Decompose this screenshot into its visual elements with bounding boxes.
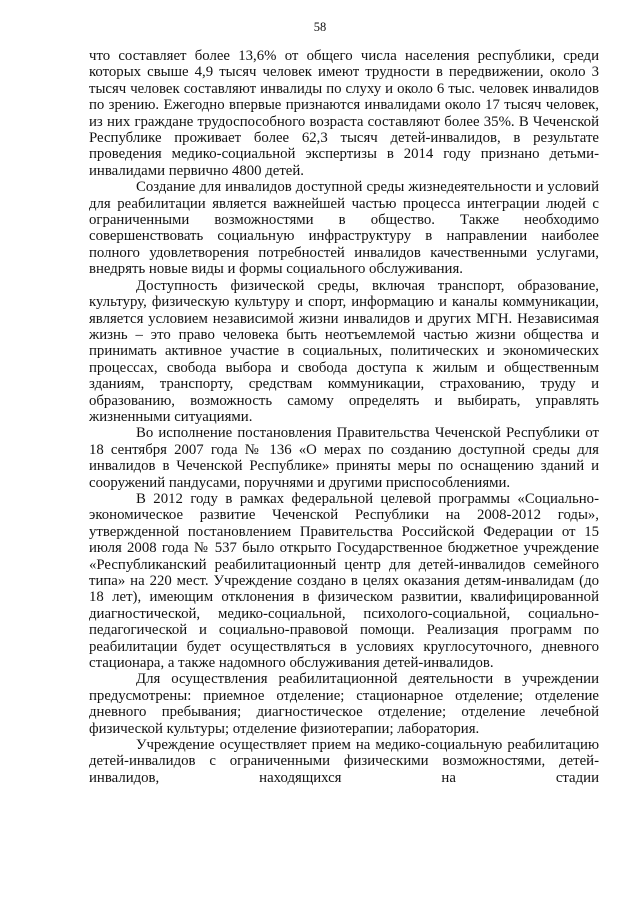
paragraph-accessible-environment: Создание для инвалидов доступной среды жизнедеятельности и условий для реабилитации является важнейшей частью процесса интеграции людей с ограниченными возможностями в общество. Также необходимо совершенствовать социальную инфраструктуру в направлении наиболее полного удовлетворения потребностей инвалидов качественными услугами, внедрять новые виды и формы социального обслуживания. [89, 179, 599, 278]
paragraph-admission: Учреждение осуществляет прием на медико-социальную реабилитацию детей-инвалидов с ограниченными физическими возможностями, детей-инвалидов, находящихся на стадии [89, 737, 599, 786]
paragraph-disability-statistics: что составляет более 13,6% от общего числа населения республики, среди которых свыше 4,9 тысяч человек имеют трудности в передвижении, около 3 тысяч человек составляют инвалиды по слуху и около 6 тыс. человек инвалидов по зрению. Ежегодно впервые признаются инвалидами около 17 тысяч человек, из них граждане трудоспособного возраста составляют более 35%. В Чеченской Республике проживает более 62,3 тысяч детей-инвалидов, в результате проведения медико-социальной экспертизы в 2014 году признано детьми-инвалидами первично 4800 детей. [89, 48, 599, 179]
paragraph-rehabilitation-center: В 2012 году в рамках федеральной целевой программы «Социально-экономическое развитие Чеченской Республики на 2008-2012 годы», утвержденной постановлением Правительства Российской Федерации от 15 июля 2008 года № 537 было открыто Государственное бюджетное учреждение «Республиканский реабилитационный центр для детей-инвалидов семейного типа» на 220 мест. Учреждение создано в целях оказания детям-инвалидам (до 18 лет), имеющим отклонения в физическом развитии, квалифицированной диагностической, медико-социальной, психолого-социальной, социально-педагогической и социально-правовой помощи. Реализация программ по реабилитации будет осуществляться в условиях круглосуточного, дневного стационара, а также надомного обслуживания детей-инвалидов. [89, 490, 599, 672]
page-number: 58 [313, 20, 327, 34]
paragraph-physical-accessibility: Доступность физической среды, включая транспорт, образование, культуру, физическую культуру и спорт, информацию и каналы коммуникации, является условием независимой жизни инвалидов и других МГН. Независимая жизнь – это право человека быть неотъемлемой частью жизни общества и принимать активное участие в социальных, политических и экономических процессах, свобода выбора и свобода доступа к жилым и общественным зданиям, транспорту, средствам коммуникации, страхованию, труду и образованию, возможность самому определять и выбирать, управлять жизненными ситуациями. [89, 277, 599, 425]
paragraph-government-decree: Во исполнение постановления Правительства Чеченской Республики от 18 сентября 2007 года № 136 «О мерах по созданию доступной среды для инвалидов в Чеченской Республике» приняты меры по оснащению зданий и сооружений пандусами, поручнями и другими приспособлениями. [89, 425, 599, 491]
paragraph-center-departments: Для осуществления реабилитационной деятельности в учреждении предусмотрены: приемное отделение; стационарное отделение; отделение дневного пребывания; диагностическое отделение; отделение лечебной физической культуры; отделение физиотерапии; лаборатория. [89, 671, 599, 737]
document-body [89, 48, 599, 786]
